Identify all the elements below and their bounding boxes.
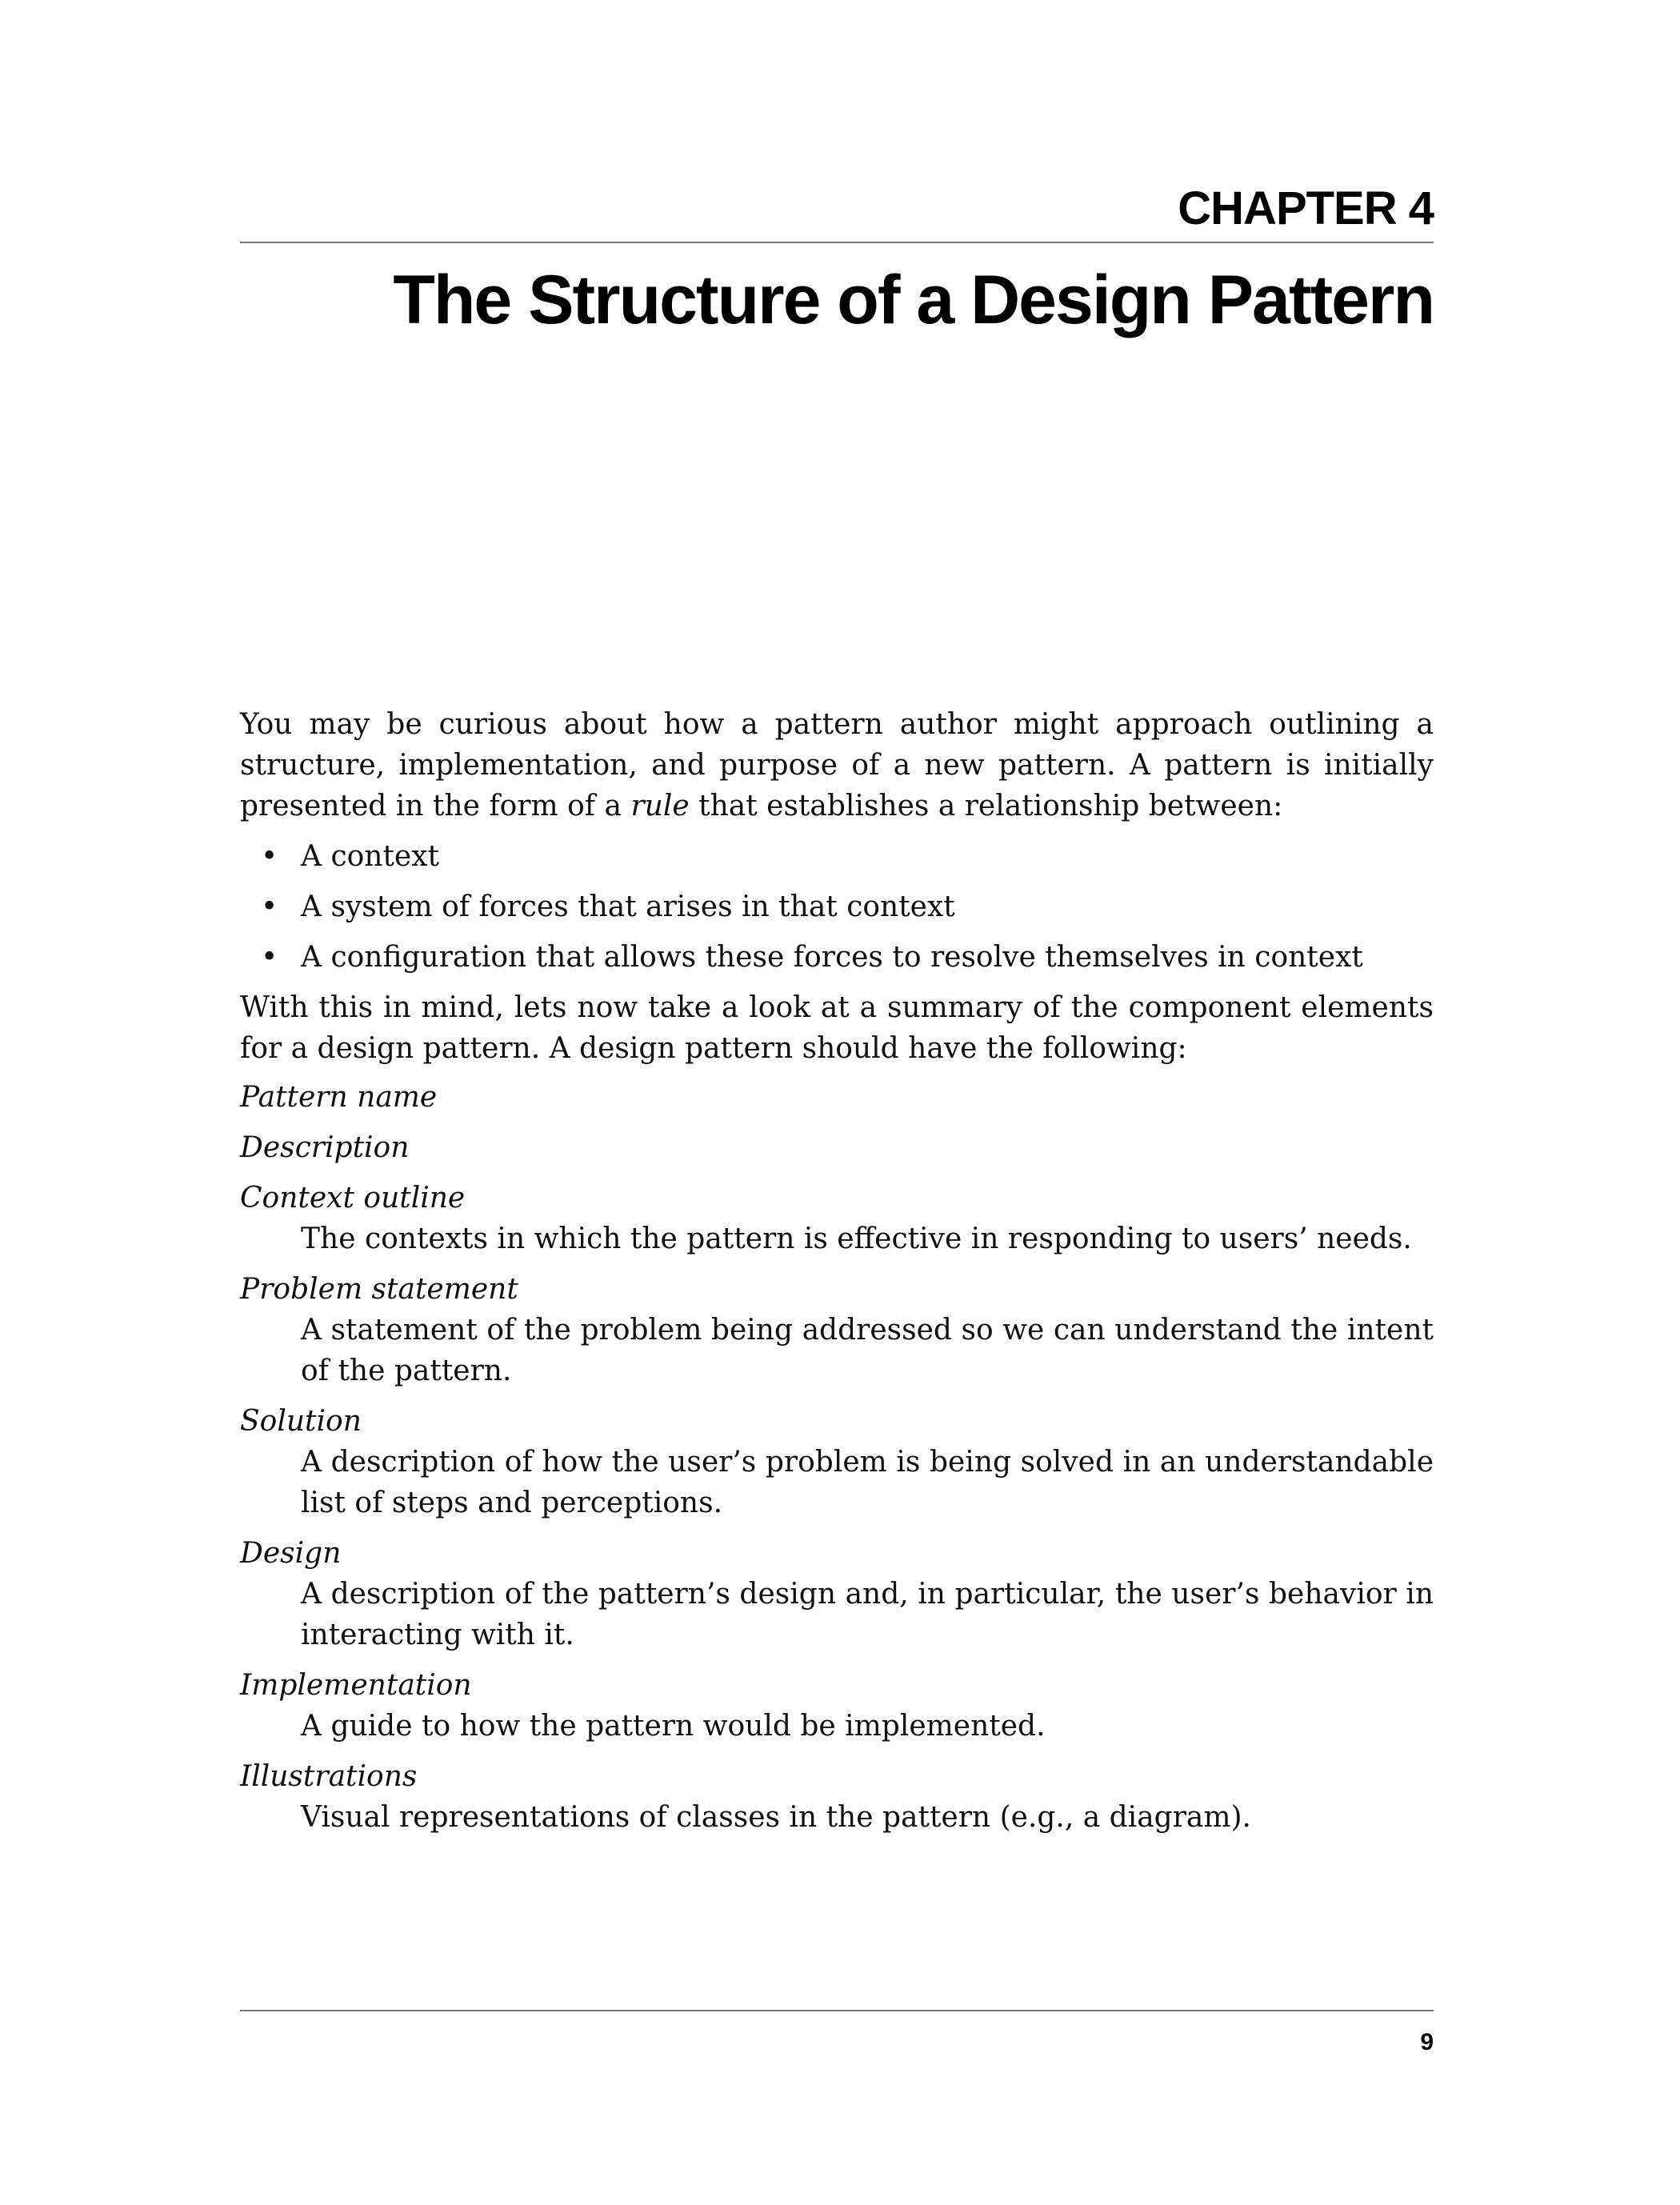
element-term: Illustrations [240, 1760, 418, 1793]
element-definition: A statement of the problem being addressed so we can understand the intent of the pattern. [301, 1314, 1434, 1387]
list-item-text: A configuration that allows these forces to resolve themselves in context [301, 941, 1363, 974]
summary-paragraph: With this in mind, lets now take a look at a summary of the component elements for a design pattern. A design pattern should have the following: [240, 991, 1434, 1065]
element-definition: A description of the pattern’s design and, in particular, the user’s behavior in interacting with it. [301, 1578, 1434, 1651]
intro-text-start: You may be curious about how a pattern author might approach outlining a structure, implementation, and purpose of a new pattern. A pattern is initially presented in the form of a [240, 708, 1434, 822]
element-definition: A guide to how the pattern would be implemented. [301, 1710, 1046, 1743]
chapter-label: CHAPTER 4 [1178, 182, 1434, 234]
footer-divider [240, 2010, 1434, 2011]
list-item-text: A context [301, 840, 440, 873]
bullet-icon: • [261, 840, 278, 873]
element-term: Solution [240, 1405, 362, 1438]
list-item [240, 937, 1434, 978]
intro-text-end: that establishes a relationship between: [689, 790, 1283, 822]
chapter-divider [240, 242, 1434, 243]
element-term: Implementation [240, 1669, 472, 1702]
pattern-elements-list [240, 1077, 1434, 1838]
element-definition: Visual representations of classes in the pattern (e.g., a diagram). [301, 1801, 1251, 1834]
list-item [240, 836, 1434, 877]
element-definition: A description of how the user’s problem is being solved in an understandable list of steps and perceptions. [301, 1446, 1434, 1519]
chapter-body [240, 704, 1434, 1838]
relationship-list [240, 836, 1434, 978]
bullet-icon: • [261, 941, 278, 974]
page-number: 9 [1420, 2029, 1434, 2055]
list-item [240, 886, 1434, 927]
element-term: Problem statement [240, 1273, 518, 1306]
element-term: Pattern name [240, 1081, 438, 1114]
bullet-icon: • [261, 890, 278, 923]
element-term: Design [240, 1537, 342, 1570]
element-term: Context outline [240, 1182, 466, 1215]
chapter-title: The Structure of a Design Pattern [393, 262, 1434, 338]
intro-emphasis-rule: rule [630, 790, 690, 822]
element-term: Description [240, 1131, 410, 1164]
list-item-text: A system of forces that arises in that context [301, 890, 955, 923]
intro-paragraph [240, 704, 1434, 826]
element-definition: The contexts in which the pattern is effective in responding to users’ needs. [301, 1223, 1412, 1255]
